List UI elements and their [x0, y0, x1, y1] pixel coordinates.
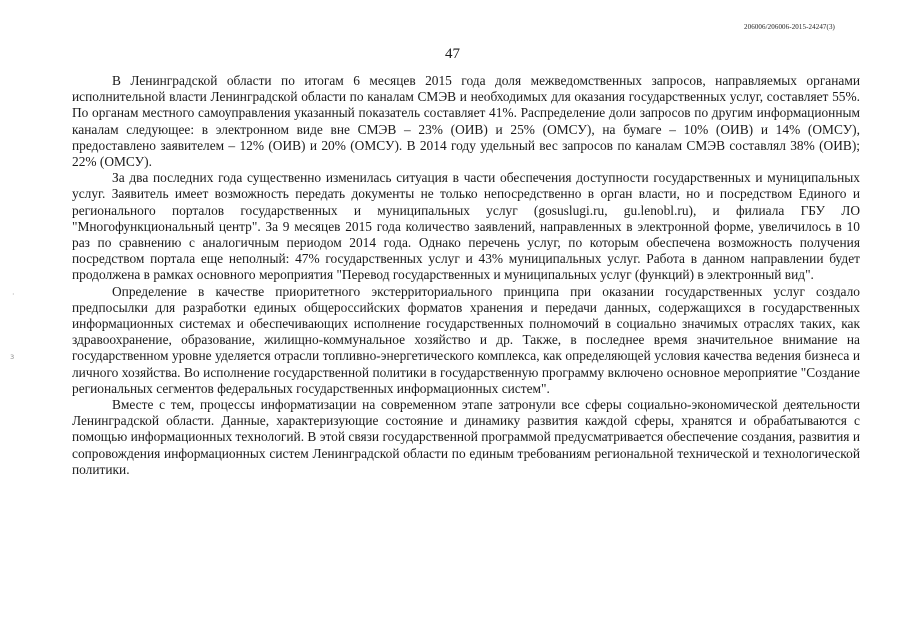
paragraph-1: В Ленинградской области по итогам 6 месяцев 2015 года доля межведомственных запросов, направляемых органами исполнительной власти Ленинградской области по каналам СМЭВ и необходимых для оказания государственных услуг, составляет 55%. По органам местного самоуправления указанный показатель составляет 41%. Распределение доли запросов по другим информационным каналам следующее: в электронном виде вне СМЭВ – 23% (ОИВ) и 25% (ОМСУ), на бумаге – 10% (ОИВ) и 14% (ОМСУ), предоставлено заявителем – 12% (ОИВ) и 20% (ОМСУ). В 2014 году удельный вес запросов по каналам СМЭВ составлял 38% (ОИВ); 22% (ОМСУ).: [72, 73, 860, 170]
document-id: 206006/206006-2015-24247(3): [744, 23, 835, 31]
document-body: [72, 73, 860, 478]
paragraph-4: Вместе с тем, процессы информатизации на современном этапе затронули все сферы социально-экономической деятельности Ленинградской области. Данные, характеризующие состояние и динамику развития каждой сферы, хранятся и обрабатываются с помощью информационных технологий. В этой связи государственной программой предусматривается обеспечение создания, развития и сопровождения информационных систем Ленинградской области по единым требованиям региональной технической и технологической политики.: [72, 397, 860, 477]
page-number: 47: [445, 46, 460, 62]
margin-mark-letter: з: [10, 352, 15, 361]
paragraph-2: За два последних года существенно изменилась ситуация в части обеспечения доступности государственных и муниципальных услуг. Заявитель имеет возможность передать документы не только непосредственно в орган власти, но и посредством Единого и регионального порталов государственных и муниципальных услуг (gosuslugi.ru, gu.lenobl.ru), и филиала ГБУ ЛО "Многофункциональный центр". За 9 месяцев 2015 года количество заявлений, направленных в электронной форме, увеличилось в 10 раз по сравнению с аналогичным периодом 2014 года. Однако перечень услуг, по которым обеспечена возможность получения посредством портала еще неполный: 47% государственных услуг и 43% муниципальных услуг. Работа в данном направлении будет продолжена в рамках основного мероприятия "Перевод государственных и муниципальных услуг (функций) в электронный вид".: [72, 170, 860, 283]
paragraph-3: Определение в качестве приоритетного экстерриториального принципа при оказании государственных услуг создало предпосылки для разработки единых общероссийских форматов хранения и передачи данных, содержащихся в государственных информационных системах и обеспечивающих исполнение государственных полномочий в социально значимых отраслях таких, как здравоохранение, образование, жилищно-коммунальное хозяйство и др. Также, в последнее время значительное внимание на государственном уровне уделяется отрасли топливно-энергетического комплекса, как определяющей условия качества ведения бизнеса и личного хозяйства. Во исполнение государственной политики в государственную программу включено основное мероприятие "Создание региональных сегментов федеральных государственных информационных систем".: [72, 283, 860, 396]
margin-mark-dot: ·: [12, 290, 15, 299]
